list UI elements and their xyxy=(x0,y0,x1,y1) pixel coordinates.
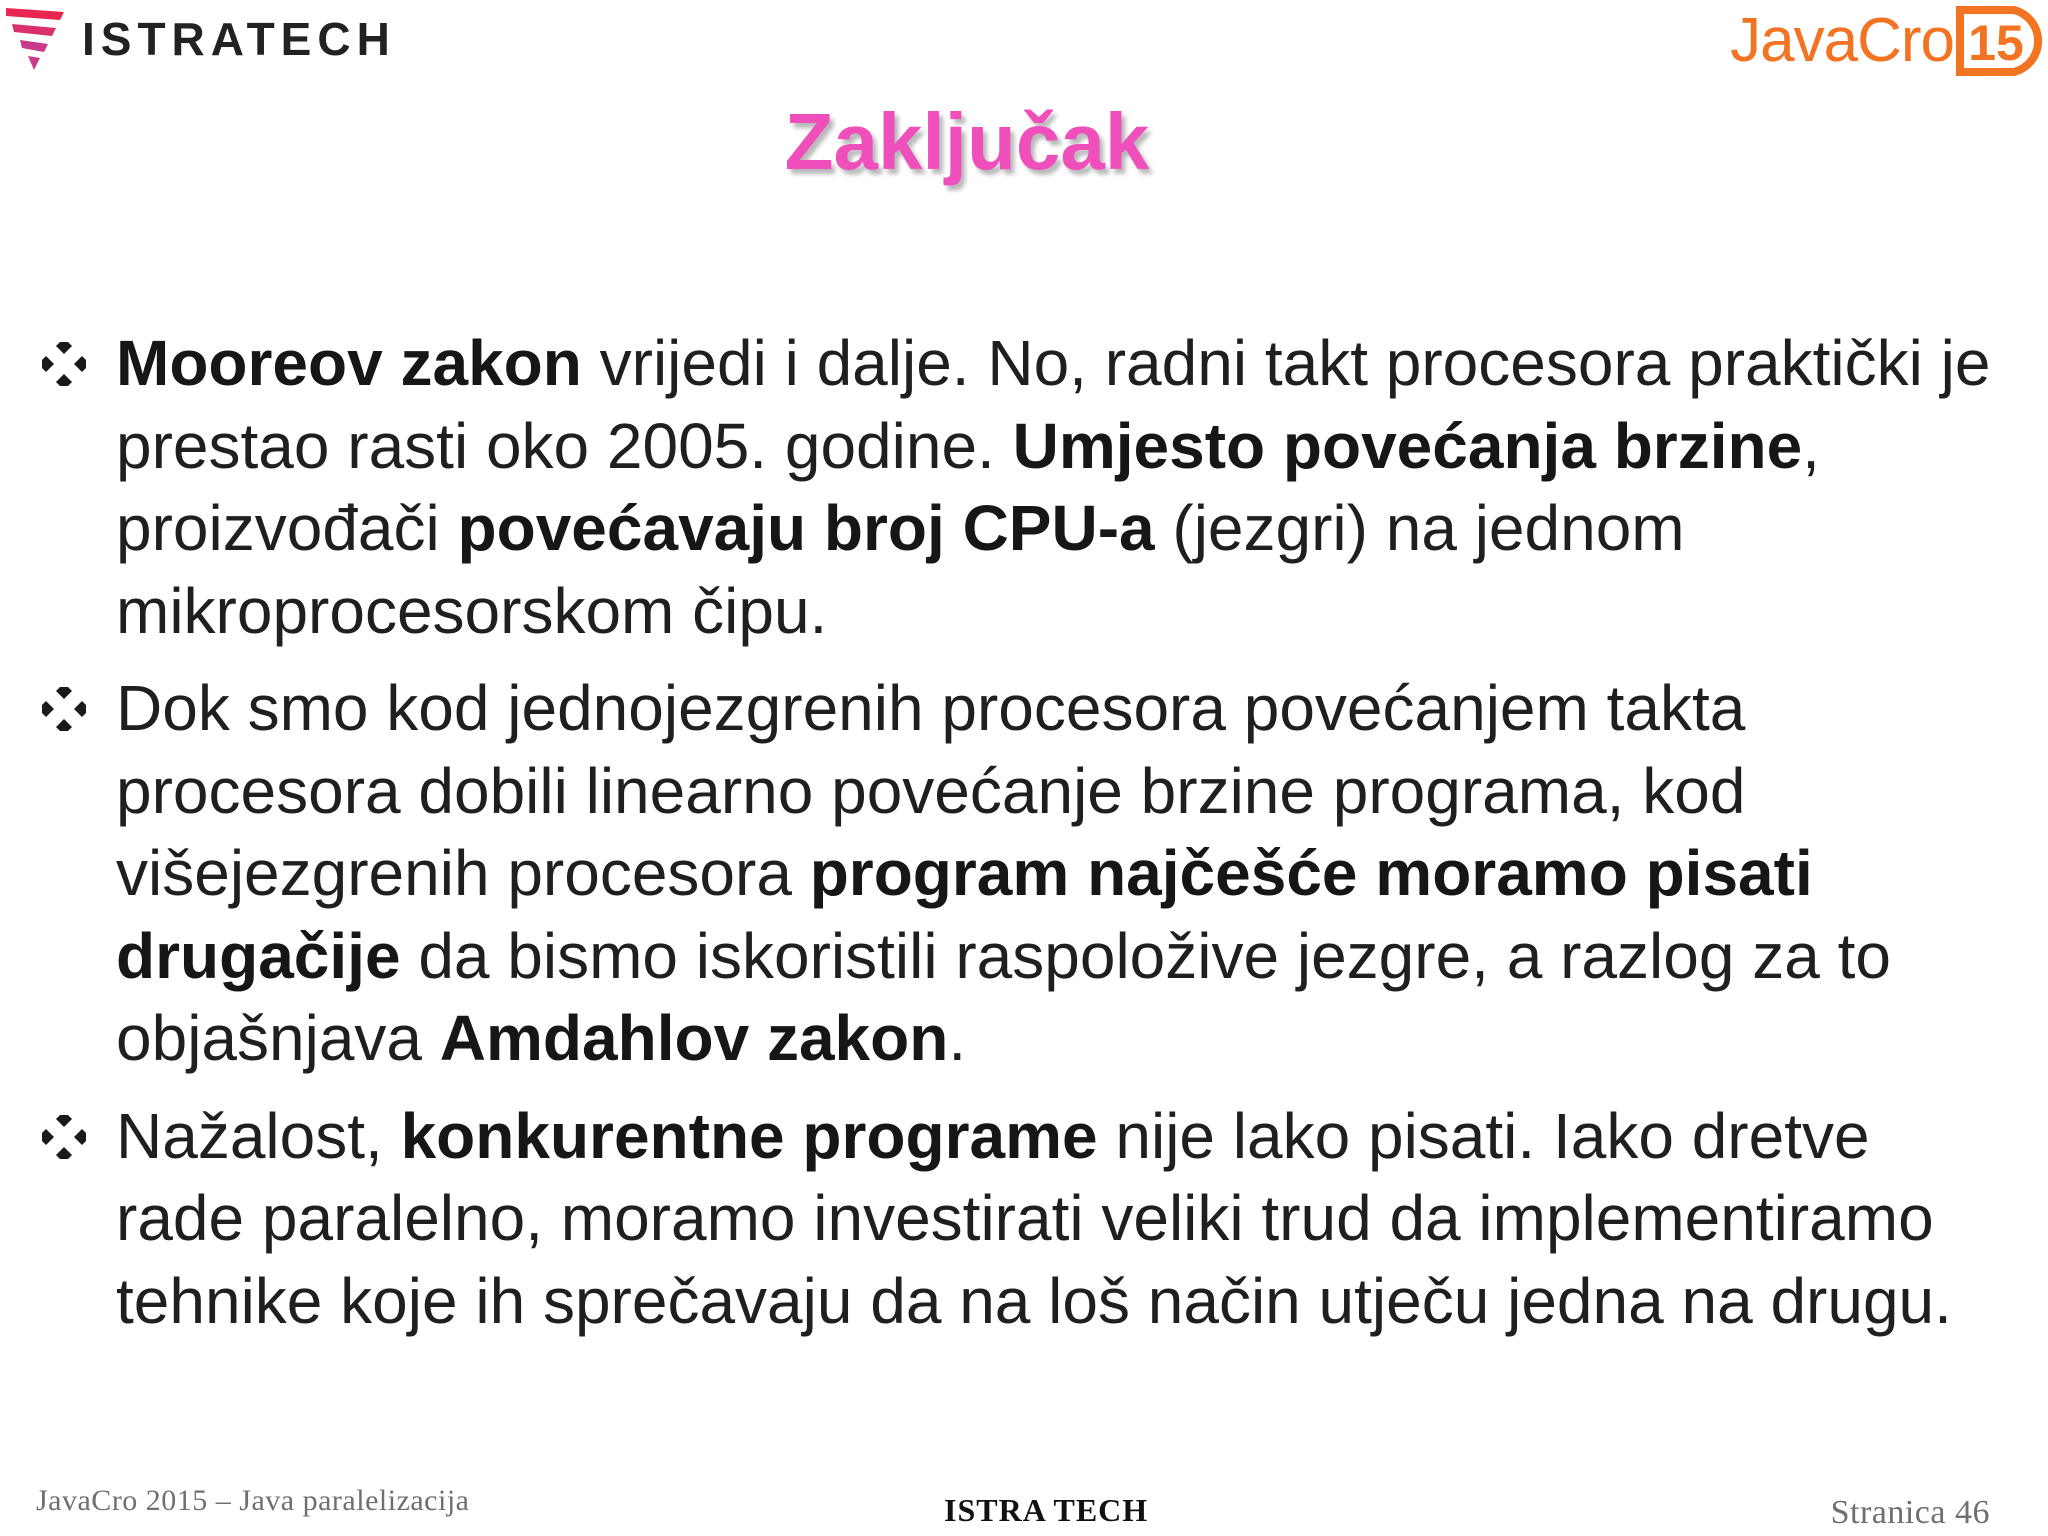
istratech-wordmark: ISTRATECH xyxy=(82,13,396,65)
bullet-text: , proizvođači xyxy=(116,409,1820,564)
bullet-text: da bismo iskoristili raspoložive jezgre, a razlog za to objašnjava xyxy=(116,919,1891,1074)
bullet-list xyxy=(42,322,2002,1357)
bullet-item xyxy=(42,1095,2002,1343)
istratech-logo-mark-icon xyxy=(4,6,68,72)
bullet-emphasis-text: Umjesto povećanja brzine xyxy=(1012,409,1803,482)
javacro-wordmark: JavaCro xyxy=(1730,6,1954,75)
bullet-emphasis-text: Mooreov zakon xyxy=(116,327,582,399)
bullet-emphasis-text: povećavaju broj CPU-a xyxy=(457,492,1155,564)
bullet-emphasis-text: Amdahlov zakon xyxy=(439,1002,949,1074)
bullet-text: (jezgri) na jednom mikroprocesorskom čipu. xyxy=(116,492,1685,647)
footer-company-label: ISTRA TECH xyxy=(944,1492,1149,1528)
bullet-text: Nažalost, xyxy=(116,1099,401,1172)
slide-title: Zaključak xyxy=(784,97,1150,186)
bullet-text: nije lako pisati. Iako dretve rade paralelno, moramo investirati veliki trud da implementiramo tehnike koje ih sprečavaju da na loš način utječu jedna na drugu. xyxy=(116,1099,1952,1337)
bullet-text: Dok smo kod jednojezgrenih procesora povećanjem takta procesora dobili linearno povećanje brzine programa, kod višejezgrenih procesora xyxy=(116,672,1746,909)
bullet-emphasis-text: konkurentne programe xyxy=(400,1099,1098,1172)
istratech-logo xyxy=(4,6,396,72)
javacro-15-badge xyxy=(1956,4,2048,78)
bullet-emphasis-text: program najčešće moramo pisati drugačije xyxy=(116,837,1813,992)
footer-page-number: Stranica 46 xyxy=(1830,1494,1990,1531)
four-diamond-bullet-icon xyxy=(42,687,86,731)
bullet-item xyxy=(42,667,2002,1080)
footer-event-label: JavaCro 2015 – Java paralelizacija xyxy=(36,1484,470,1517)
bullet-item xyxy=(42,322,2002,652)
svg-text:15: 15 xyxy=(1968,15,2024,71)
four-diamond-bullet-icon xyxy=(42,1115,86,1159)
four-diamond-bullet-icon xyxy=(42,342,86,386)
javacro-logo xyxy=(1730,2,2048,80)
bullet-text: vrijedi i dalje. No, radni takt procesora praktički je prestao rasti oko 2005. godine. xyxy=(116,327,1991,482)
bullet-text: . xyxy=(948,1002,967,1074)
